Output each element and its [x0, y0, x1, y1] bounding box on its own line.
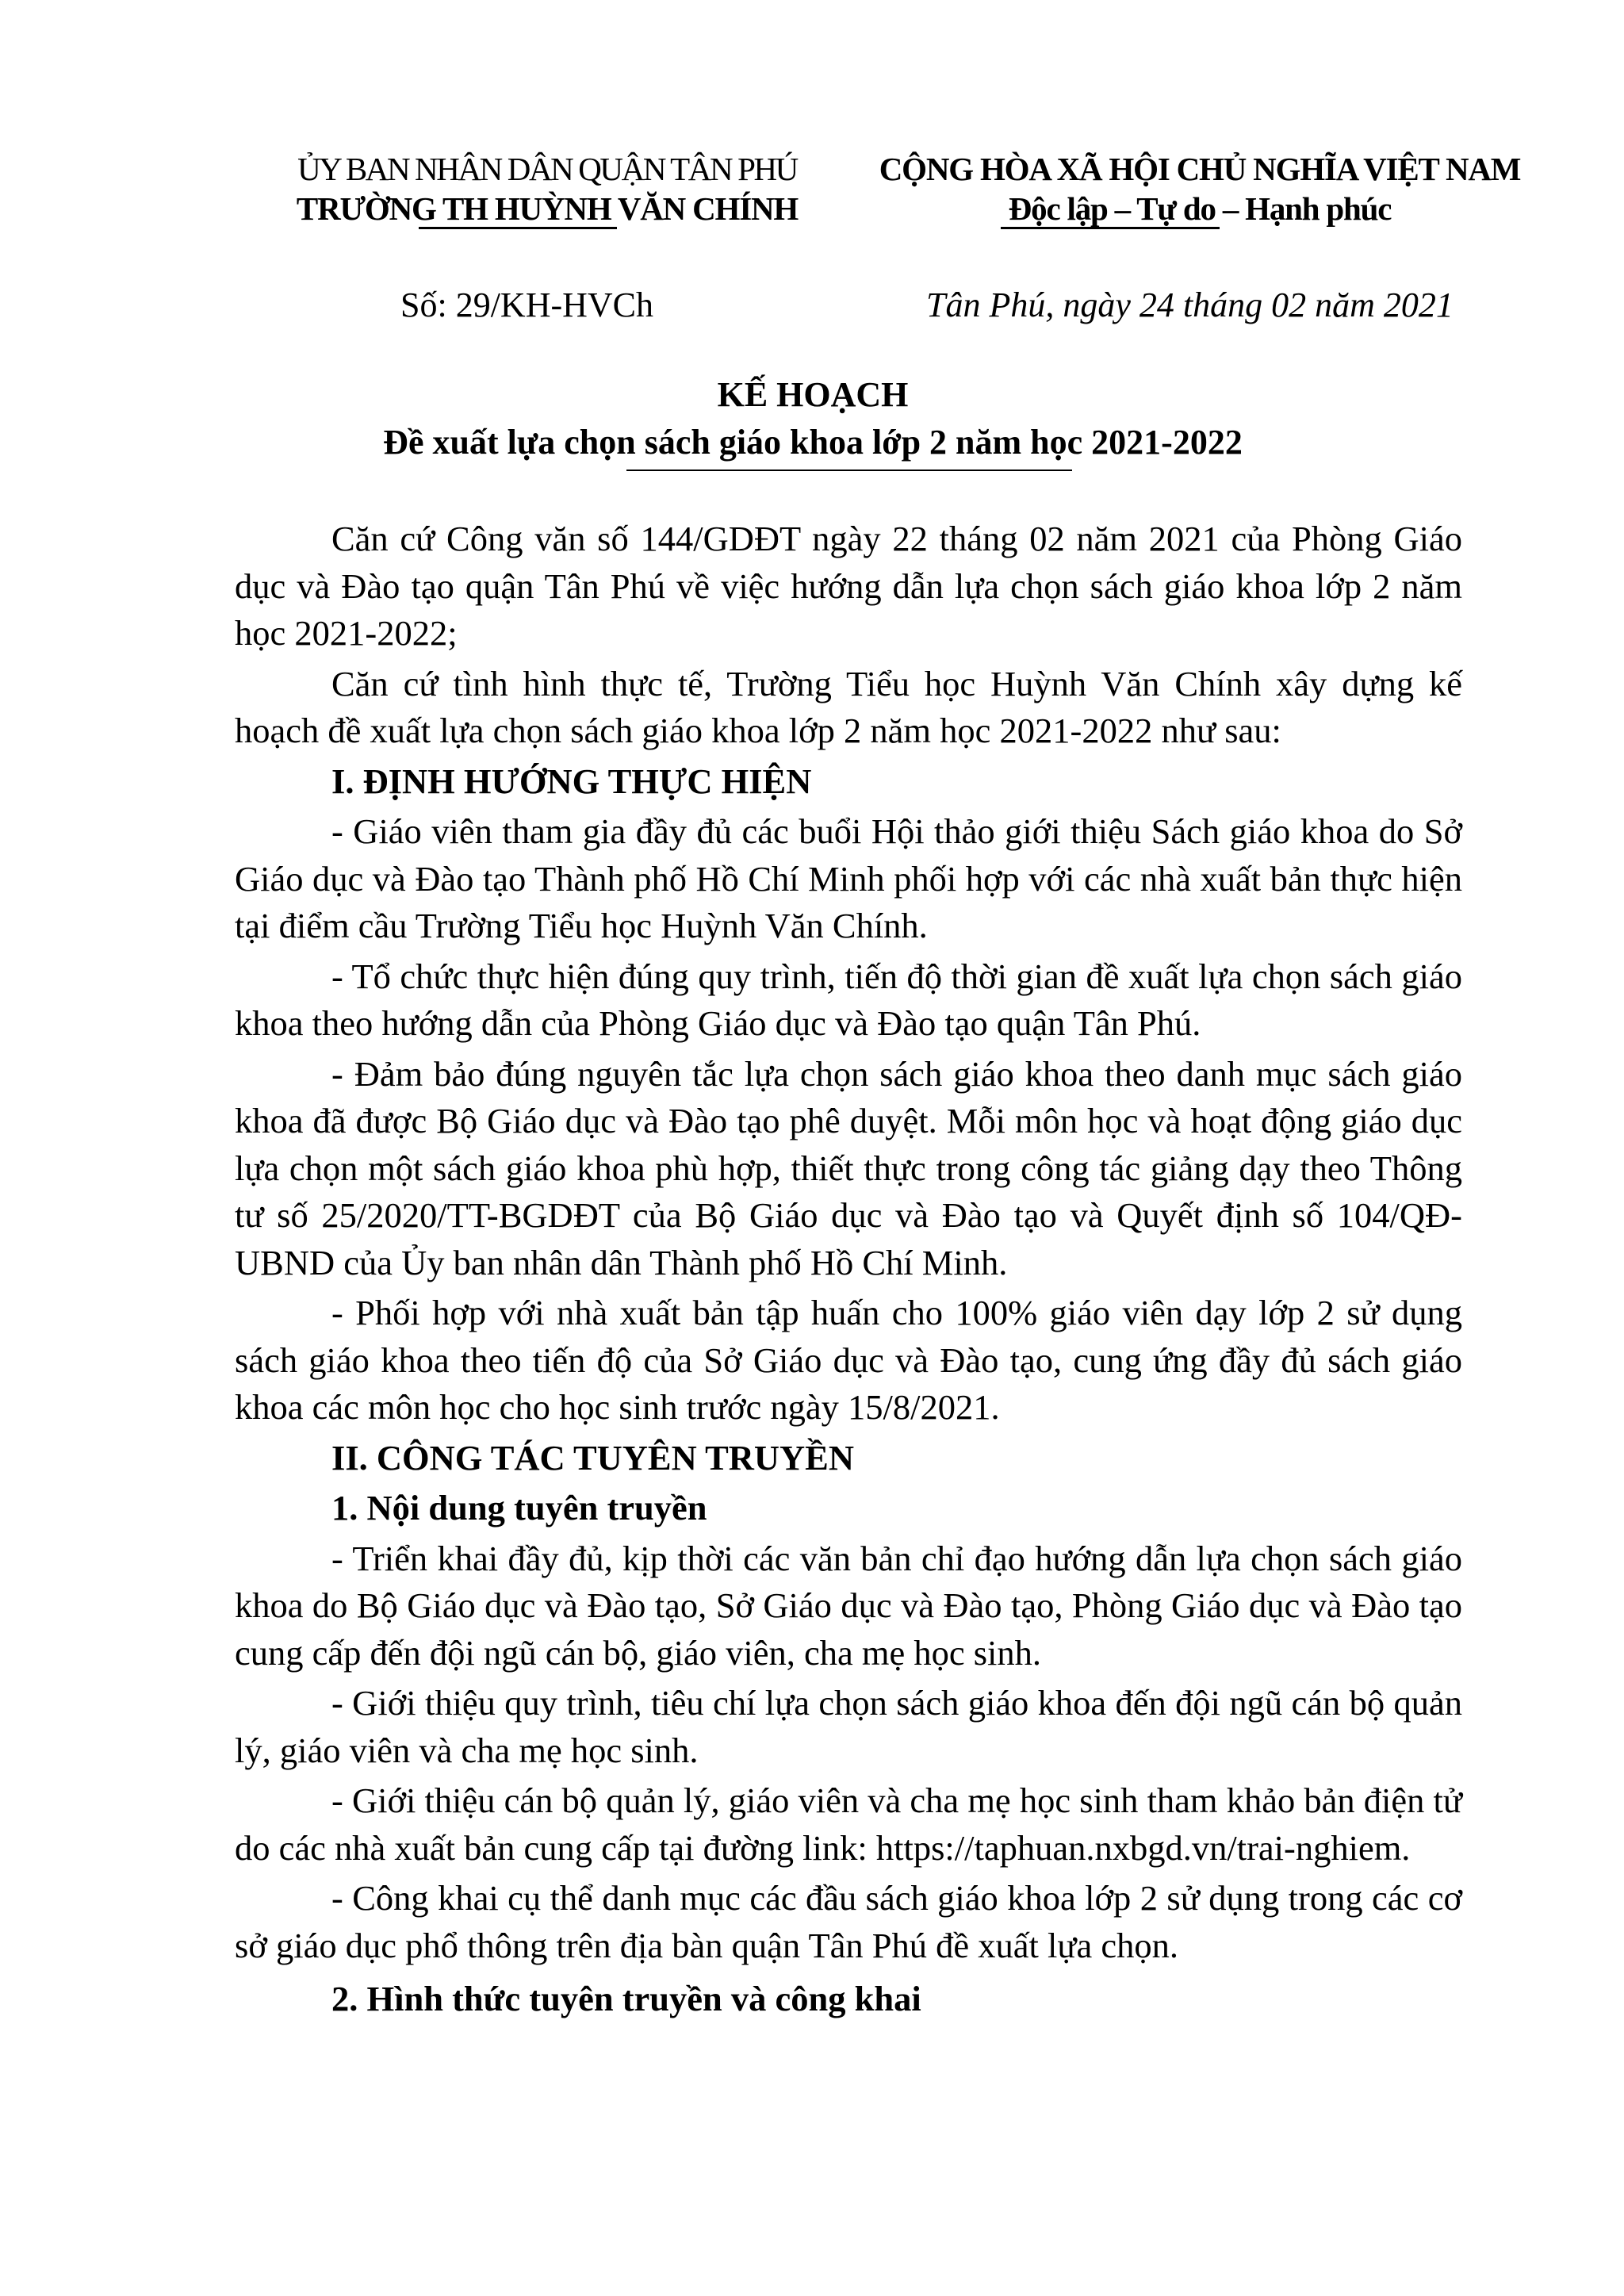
paragraph-legal-basis-1: Căn cứ Công văn số 144/GDĐT ngày 22 tháng 02 năm 2021 của Phòng Giáo dục và Đào tạo quận Tân Phú về việc hướng dẫn lựa chọn sách giáo khoa lớp 2 năm học 2021-2022;: [235, 519, 1462, 653]
national-motto: [871, 149, 1529, 228]
school-name: TRƯỜNG TH HUỲNH VĂN CHÍNH: [296, 190, 799, 227]
country-name: CỘNG HÒA XÃ HỘI CHỦ NGHĨA VIỆT NAM: [879, 151, 1521, 187]
section-1-item-3: - Đảm bảo đúng nguyên tắc lựa chọn sách giáo khoa theo danh mục sách giáo khoa đã được Bộ Giáo dục và Đào tạo phê duyệt. Mỗi môn học và hoạt động giáo dục lựa chọn một sách giáo khoa phù hợp, thiết thực trong công tác giảng dạy theo Thông tư số 25/2020/TT-BGDĐT của Bộ Giáo dục và Đào tạo và Quyết định số 104/QĐ-UBND của Ủy ban nhân dân Thành phố Hồ Chí Minh.: [235, 1053, 1462, 1282]
section-2-subheading-2: 2. Hình thức tuyên truyền và công khai: [331, 1979, 921, 2018]
motto-underline: [1001, 227, 1220, 229]
place-and-date: Tân Phú, ngày 24 tháng 02 năm 2021: [926, 286, 1454, 324]
document-body: [235, 516, 1462, 2023]
document-number: Số: 29/KH-HVCh: [400, 286, 654, 324]
section-1-heading: I. ĐỊNH HƯỚNG THỰC HIỆN: [331, 761, 812, 801]
section-2-heading: II. CÔNG TÁC TUYÊN TRUYỀN: [331, 1437, 854, 1478]
section-1-item-2: - Tổ chức thực hiện đúng quy trình, tiến độ thời gian đề xuất lựa chọn sách giáo khoa theo hướng dẫn của Phòng Giáo dục và Đào tạo quận Tân Phú.: [235, 956, 1462, 1043]
section-2-item-3: - Giới thiệu cán bộ quản lý, giáo viên và cha mẹ học sinh tham khảo bản điện tử do các nhà xuất bản cung cấp tại đường link: https://taphuan.nxbgd.vn/trai-nghiem.: [235, 1780, 1462, 1868]
section-2-item-2: - Giới thiệu quy trình, tiêu chí lựa chọn sách giáo khoa đến đội ngũ cán bộ quản lý, giáo viên và cha mẹ học sinh.: [235, 1683, 1462, 1770]
section-2-item-1: - Triển khai đầy đủ, kịp thời các văn bản chỉ đạo hướng dẫn lựa chọn sách giáo khoa do Bộ Giáo dục và Đào tạo, Sở Giáo dục và Đào tạo, Phòng Giáo dục và Đào tạo cung cấp đến đội ngũ cán bộ, giáo viên, cha mẹ học sinh.: [235, 1538, 1462, 1673]
section-2-item-4: - Công khai cụ thể danh mục các đầu sách giáo khoa lớp 2 sử dụng trong các cơ sở giáo dục phổ thông trên địa bàn quận Tân Phú đề xuất lựa chọn.: [235, 1878, 1462, 1965]
district-committee-name: ỦY BAN NHÂN DÂN QUẬN TÂN PHÚ: [297, 151, 797, 187]
subtitle-underline: [626, 470, 1072, 471]
issuing-authority: [238, 149, 856, 228]
section-2-subheading-1: 1. Nội dung tuyên truyền: [331, 1488, 707, 1527]
paragraph-legal-basis-2: Căn cứ tình hình thực tế, Trường Tiểu học Huỳnh Văn Chính xây dựng kế hoạch đề xuất lựa chọn sách giáo khoa lớp 2 năm học 2021-2022 như sau:: [235, 663, 1462, 750]
section-1-item-4: - Phối hợp với nhà xuất bản tập huấn cho 100% giáo viên dạy lớp 2 sử dụng sách giáo khoa theo tiến độ của Sở Giáo dục và Đào tạo, cung ứng đầy đủ sách giáo khoa các môn học cho học sinh trước ngày 15/8/2021.: [235, 1293, 1462, 1427]
document-subtitle: Đề xuất lựa chọn sách giáo khoa lớp 2 năm học 2021-2022: [383, 423, 1243, 462]
document-title: KẾ HOẠCH: [717, 375, 909, 414]
school-name-underline: [419, 227, 617, 229]
motto-line: Độc lập – Tự do – Hạnh phúc: [1008, 190, 1392, 227]
section-1-item-1: - Giáo viên tham gia đầy đủ các buổi Hội thảo giới thiệu Sách giáo khoa do Sở Giáo dục và Đào tạo Thành phố Hồ Chí Minh phối hợp với các nhà xuất bản thực hiện tại điểm cầu Trường Tiểu học Huỳnh Văn Chính.: [235, 811, 1462, 945]
